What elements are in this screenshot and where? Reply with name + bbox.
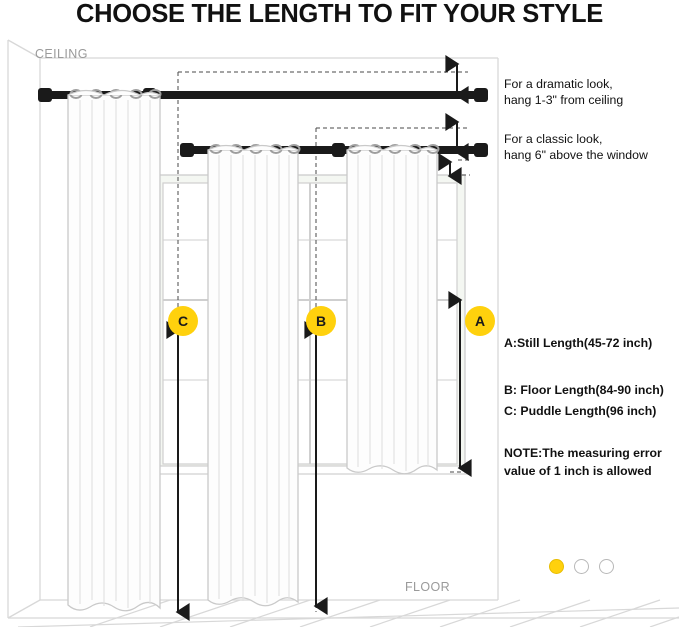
annotation-classic-line1: For a classic look,: [504, 132, 603, 146]
measuring-note-line2: value of 1 inch is allowed: [504, 464, 652, 478]
legend-item-a: A:Still Length(45-72 inch): [504, 336, 653, 350]
floor-label: FLOOR: [405, 580, 451, 594]
legend-item-c: C: Puddle Length(96 inch): [504, 404, 657, 418]
carousel-dot-1[interactable]: [549, 559, 564, 574]
curtain-panel-b: [208, 145, 300, 606]
annotation-classic-line2: hang 6" above the window: [504, 148, 648, 162]
badge-a: [465, 306, 495, 336]
carousel-dot-3[interactable]: [599, 559, 614, 574]
badge-c: [168, 306, 198, 336]
ceiling-label: CEILING: [35, 47, 88, 61]
curtain-panel-a: [347, 145, 439, 474]
badge-a-label: A: [474, 313, 486, 329]
measuring-note: [504, 444, 662, 480]
legend-item-b: B: Floor Length(84-90 inch): [504, 383, 664, 397]
annotation-dramatic-line1: For a dramatic look,: [504, 77, 613, 91]
page-title: CHOOSE THE LENGTH TO FIT YOUR STYLE: [76, 0, 603, 28]
annotation-dramatic-line2: hang 1-3" from ceiling: [504, 93, 624, 107]
annotation-dramatic: [504, 76, 623, 108]
annotation-classic: [504, 131, 648, 163]
curtain-panel-c: [68, 90, 161, 611]
measuring-note-line1: NOTE:The measuring error: [504, 446, 662, 460]
carousel-dots[interactable]: [549, 559, 614, 574]
badge-b: [306, 306, 336, 336]
badge-b-label: B: [315, 313, 327, 329]
carousel-dot-2[interactable]: [574, 559, 589, 574]
badge-c-label: C: [177, 313, 189, 329]
